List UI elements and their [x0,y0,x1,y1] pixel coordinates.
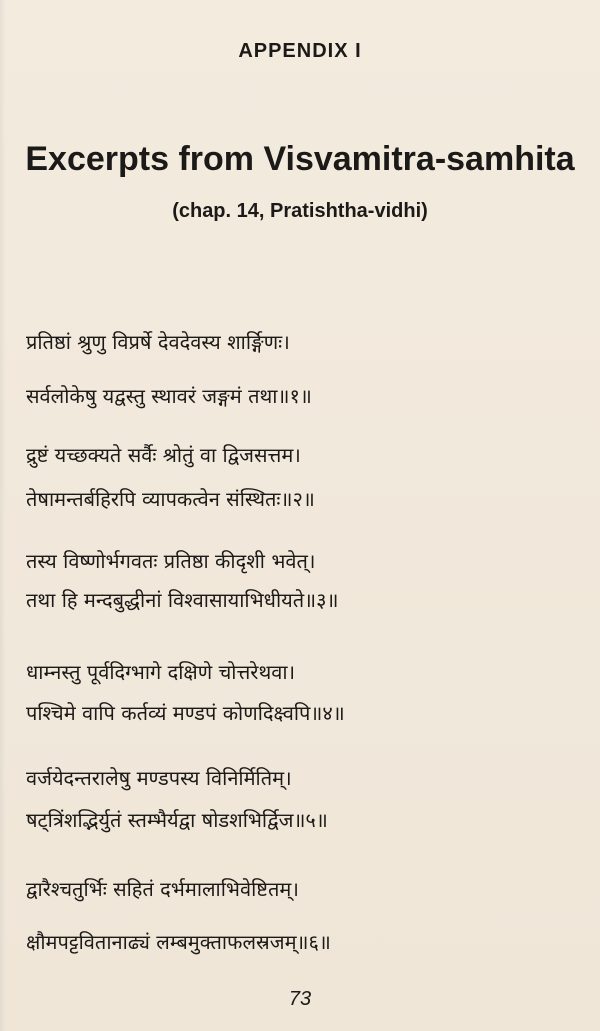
page-number: 73 [288,988,312,1010]
verse-2-line-2: तेषामन्तर्बहिरपि व्यापकत्वेन संस्थितः॥२॥ [26,487,315,511]
verse-3-line-2: तथा हि मन्दबुद्धीनां विश्वासायाभिधीयते॥३॥ [26,588,339,612]
page-title: Excerpts from Visvamitra-samhita [25,140,575,178]
verse-4-line-1: धाम्नस्तु पूर्वदिग्भागे दक्षिणे चोत्तरेथवा। [26,660,296,684]
verse-1-line-2: सर्वलोकेषु यद्वस्तु स्थावरं जङ्गमं तथा॥१॥ [26,384,312,408]
verse-5-line-1: वर्जयेदन्तरालेषु मण्डपस्य विनिर्मितिम्। [26,766,292,790]
verse-6-line-2: क्षौमपट्टवितानाढ्यं लम्बमुक्ताफलस्रजम्॥६॥ [26,930,331,954]
verse-4-line-2: पश्चिमे वापि कर्तव्यं मण्डपं कोणदिक्ष्वपि॥४॥ [26,701,345,725]
verse-1-line-1: प्रतिष्ठां श्रुणु विप्रर्षे देवदेवस्य शार्ङ्गिणः। [26,330,290,354]
verse-6-line-1: द्वारैश्चतुर्भिः सहितं दर्भमालाभिवेष्टितम्। [26,877,299,901]
chapter-subtitle: (chap. 14, Pratishtha-vidhi) [172,200,428,222]
verse-5-line-2: षट्त्रिंशद्भिर्युतं स्तम्भैर्यद्वा षोडशभिर्द्विज॥५॥ [26,808,328,832]
verse-3-line-1: तस्य विष्णोर्भगवतः प्रतिष्ठा कीदृशी भवेत्। [26,549,316,573]
verse-2-line-1: द्रुष्टं यच्छक्यते सर्वैः श्रोतुं वा द्विजसत्तम। [26,443,301,467]
appendix-heading: APPENDIX I [238,40,362,62]
